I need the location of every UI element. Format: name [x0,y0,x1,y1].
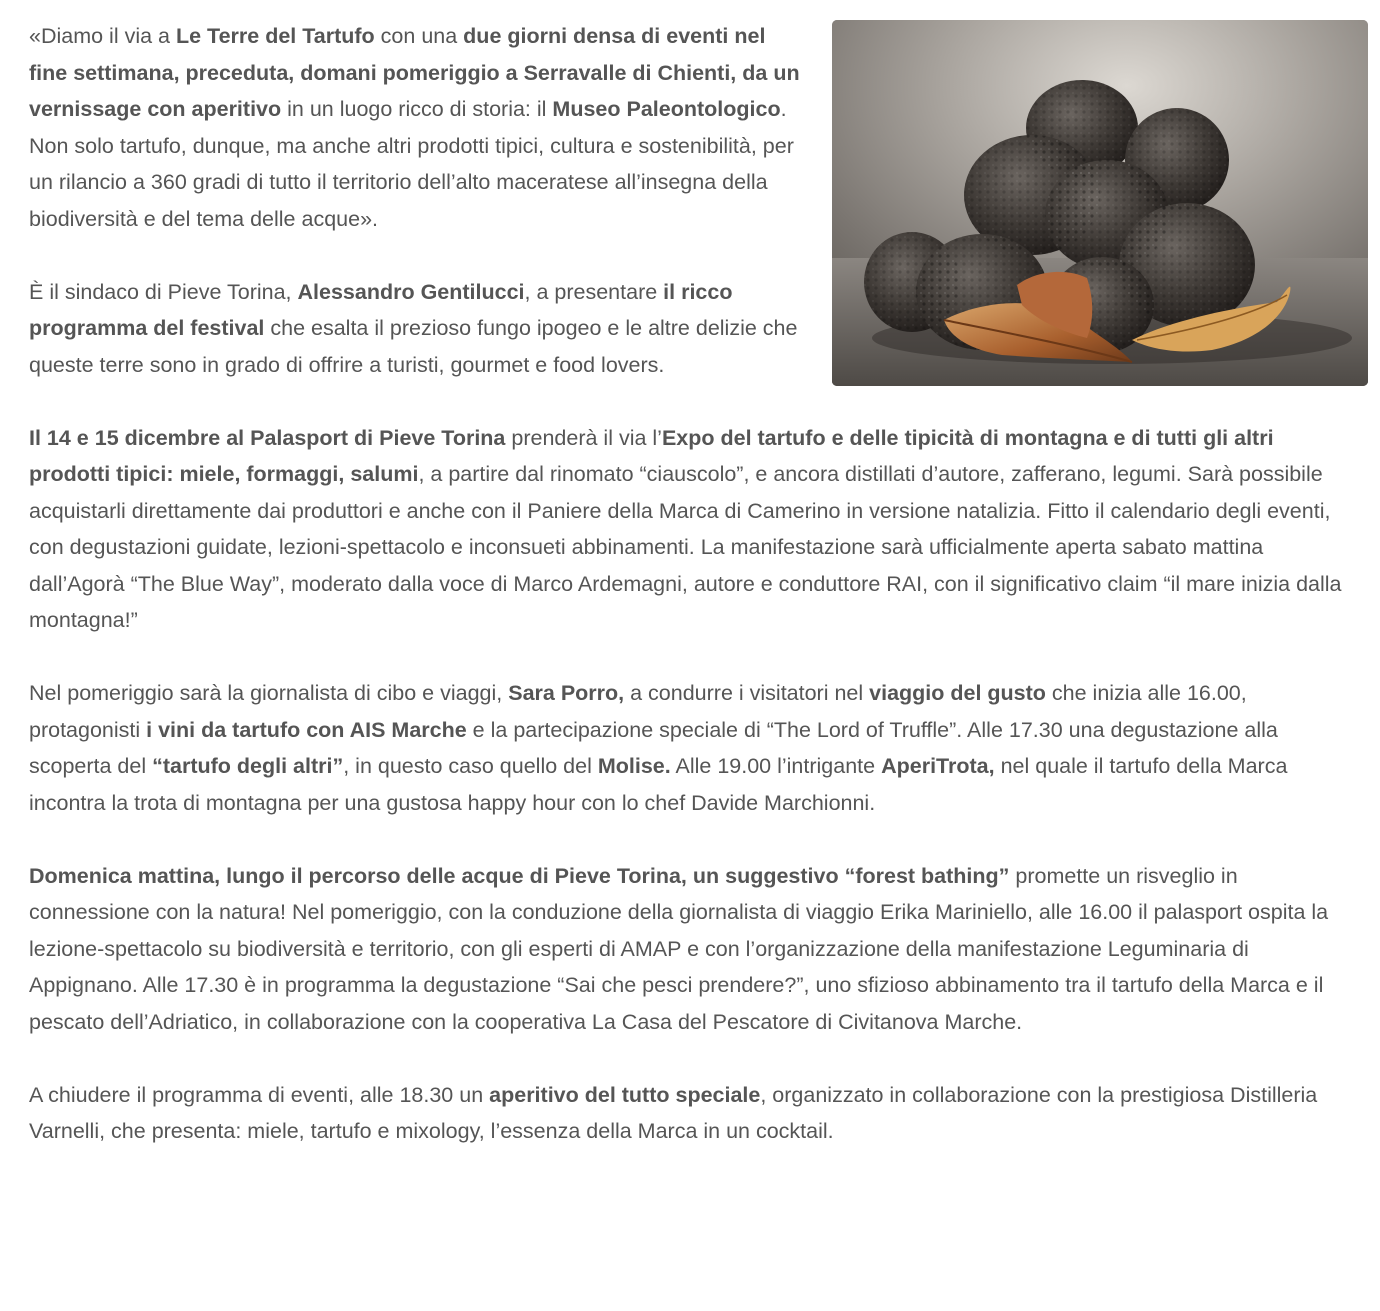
text-run: che inizia alle 16.00, protagonisti [29,681,1247,742]
bold-text: Domenica mattina, lungo il percorso delle acque di Pieve Torina, un suggestivo “forest bathing” [29,863,1010,888]
bold-text: Museo Paleontologico [552,97,781,121]
text-run: a condurre i visitatori nel [624,681,870,705]
bold-text: viaggio del gusto [869,681,1046,705]
paragraph-closing [29,1077,1360,1150]
text-run: che esalta il prezioso fungo ipogeo e le altre delizie che queste terre sono in grado di offrire a turisti, gourmet e food lovers. [29,316,798,377]
bold-text: i vini da tartufo con AIS Marche [146,717,467,742]
text-run: A chiudere il programma di eventi, alle 18.30 un [29,1082,490,1107]
bold-text: Il 14 e 15 dicembre al Palasport di Pieve Torina [29,425,506,450]
bold-text: AperiTrota, [881,754,995,778]
text-run: in un luogo ricco di storia: il [281,97,553,121]
text-run: , a presentare [524,279,664,304]
bold-text: Expo del tartufo e delle tipicità di montagna e di tutti gli altri prodotti tipici: miele, formaggi, salumi [29,425,1274,486]
bold-text: Sara Porro, [508,681,625,705]
text-run: e la partecipazione speciale di “The Lord of Truffle”. Alle 17.30 una degustazione alla scoperta del [29,717,1278,778]
paragraph-afternoon [29,675,1360,821]
text-run: promette un risveglio in connessione con la natura! Nel pomeriggio, con la conduzione della giornalista di viaggio Erika Mariniello, alle 16.00 il palasport ospita la lezione-spettacolo su biodiversità e territorio, con gli esperti di AMAP e con l’organizzazione della manifestazione Leguminaria di Appignano. Alle 17.30 è in programma la degustazione “Sai che pesci prendere?”, uno sfizioso abbinamento tra il tartufo della Marca e il pescato dell’Adriatico, in collaborazione con la cooperativa La Casa del Pescatore di Civitanova Marche. [29,863,1329,1034]
text-run: , a partire dal rinomato “ciauscolo”, e ancora distillati d’autore, zafferano, legumi. Sarà possibile acquistarli direttamente dai produttori e anche con il Paniere della Marca di Camerino in versione natalizia. Fitto il calendario degli eventi, con degustazioni guidate, lezioni-spettacolo e inconsueti abbinamenti. La manifestazione sarà ufficialmente aperta sabato mattina dall’Agorà “The Blue Way”, moderato dalla voce di Marco Ardemagni, autore e conduttore RAI, con il significativo claim “il mare inizia dalla montagna!” [29,462,1342,632]
truffles-photo-icon [832,20,1368,386]
truffles-photo [832,20,1368,386]
text-run: Alle 19.00 l’intrigante [670,754,882,778]
paragraph-expo [29,420,1360,639]
bold-text: “tartufo degli altri” [152,754,344,778]
paragraph-sunday [29,858,1360,1041]
text-run: Nel pomeriggio sarà la giornalista di cibo e viaggi, [29,681,509,705]
bold-text: Le Terre del Tartufo [175,24,375,48]
text-run: con una [374,24,464,48]
text-run: «Diamo il via a [29,24,176,48]
text-run: , in questo caso quello del [343,754,598,778]
text-run: nel quale il tartufo della Marca incontra la trota di montagna per una gustosa happy hour con lo chef Davide Marchionni. [29,754,1288,815]
bold-text: aperitivo del tutto speciale [489,1082,761,1107]
bold-text: Alessandro Gentilucci [297,279,525,304]
text-run: prenderà il via l’ [505,425,662,450]
text-run: . Non solo tartufo, dunque, ma anche altri prodotti tipici, cultura e sostenibilità, per un rilancio a 360 gradi di tutto il territorio dell’alto maceratese all’insegna della biodiversità e del tema delle acque». [29,97,794,231]
bold-text: Molise. [597,754,671,778]
text-run: È il sindaco di Pieve Torina, [29,279,298,304]
bold-text: il ricco programma del festival [29,279,733,340]
text-run: , organizzato in collaborazione con la prestigiosa Distilleria Varnelli, che presenta: miele, tartufo e mixology, l’essenza della Marca in un cocktail. [29,1082,1318,1143]
bold-text: due giorni densa di eventi nel fine settimana, preceduta, domani pomeriggio a Serravalle di Chienti, da un vernissage con aperitivo [29,24,800,121]
